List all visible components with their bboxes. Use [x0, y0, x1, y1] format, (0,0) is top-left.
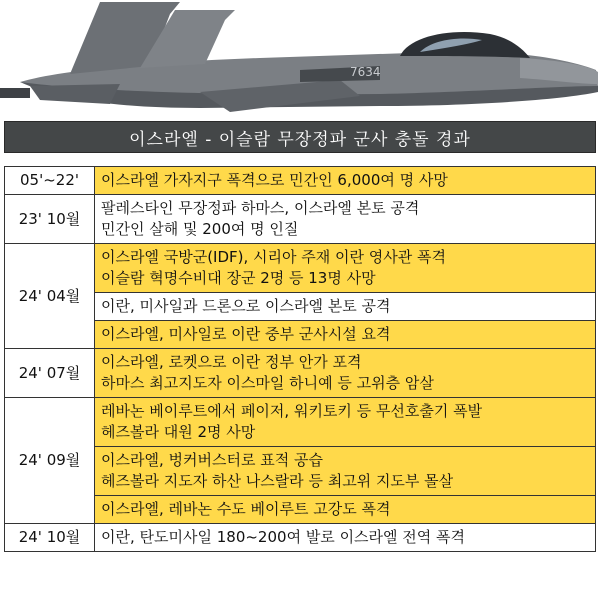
- timeline-row: [5, 195, 596, 244]
- event-text: 이란, 미사일과 드론으로 이스라엘 본토 공격: [101, 297, 391, 315]
- event-text: 이스라엘, 미사일로 이란 중부 군사시설 요격: [101, 325, 391, 343]
- event-text: 팔레스타인 무장정파 하마스, 이스라엘 본토 공격: [101, 199, 420, 217]
- timeline-event: [95, 447, 596, 496]
- fighter-jet-illustration: [0, 0, 600, 122]
- event-text: 이스라엘 가자지구 폭격으로 민간인 6,000여 명 사망: [101, 171, 448, 189]
- timeline-row: [5, 167, 596, 195]
- event-text: 이스라엘 국방군(IDF), 시리아 주재 이란 영사관 폭격: [101, 248, 446, 266]
- timeline-row: [5, 524, 596, 552]
- timeline-event: [95, 293, 596, 321]
- timeline-date: 24' 09월: [5, 398, 95, 524]
- timeline-event: [95, 244, 596, 293]
- page-title: 이스라엘 - 이슬람 무장정파 군사 충돌 경과: [129, 129, 471, 150]
- timeline-date: 24' 07월: [5, 349, 95, 398]
- event-text: 이스라엘, 벙커버스터로 표적 공습: [101, 451, 323, 469]
- timeline-row: [5, 398, 596, 447]
- timeline-date: 23' 10월: [5, 195, 95, 244]
- conflict-timeline-table: [4, 166, 596, 552]
- timeline-date: 24' 04월: [5, 244, 95, 349]
- event-text: 헤즈볼라 지도자 하산 나스랄라 등 최고위 지도부 몰살: [101, 472, 454, 490]
- timeline-event: [95, 321, 596, 349]
- event-text: 하마스 최고지도자 이스마일 하니예 등 고위층 암살: [101, 374, 434, 392]
- timeline-event: [95, 496, 596, 524]
- event-text: 이스라엘, 레바논 수도 베이루트 고강도 폭격: [101, 500, 391, 518]
- title-bar: [4, 121, 596, 153]
- event-text: 이스라엘, 로켓으로 이란 정부 안가 포격: [101, 353, 362, 371]
- timeline-event: [95, 167, 596, 195]
- timeline-date: 24' 10월: [5, 524, 95, 552]
- event-text: 헤즈볼라 대원 2명 사망: [101, 423, 256, 441]
- event-text: 이란, 탄도미사일 180~200여 발로 이스라엘 전역 폭격: [101, 528, 466, 546]
- timeline-row: [5, 349, 596, 398]
- timeline-row: [5, 244, 596, 293]
- timeline-event: [95, 398, 596, 447]
- timeline-event: [95, 524, 596, 552]
- event-text: 레바논 베이루트에서 페이저, 워키토키 등 무선호출기 폭발: [101, 402, 483, 420]
- timeline-event: [95, 349, 596, 398]
- tail-number: 7634: [350, 65, 381, 79]
- timeline-event: [95, 195, 596, 244]
- event-text: 이슬람 혁명수비대 장군 2명 등 13명 사망: [101, 269, 376, 287]
- event-text: 민간인 살해 및 200여 명 인질: [101, 220, 299, 238]
- timeline-date: 05'~22': [5, 167, 95, 195]
